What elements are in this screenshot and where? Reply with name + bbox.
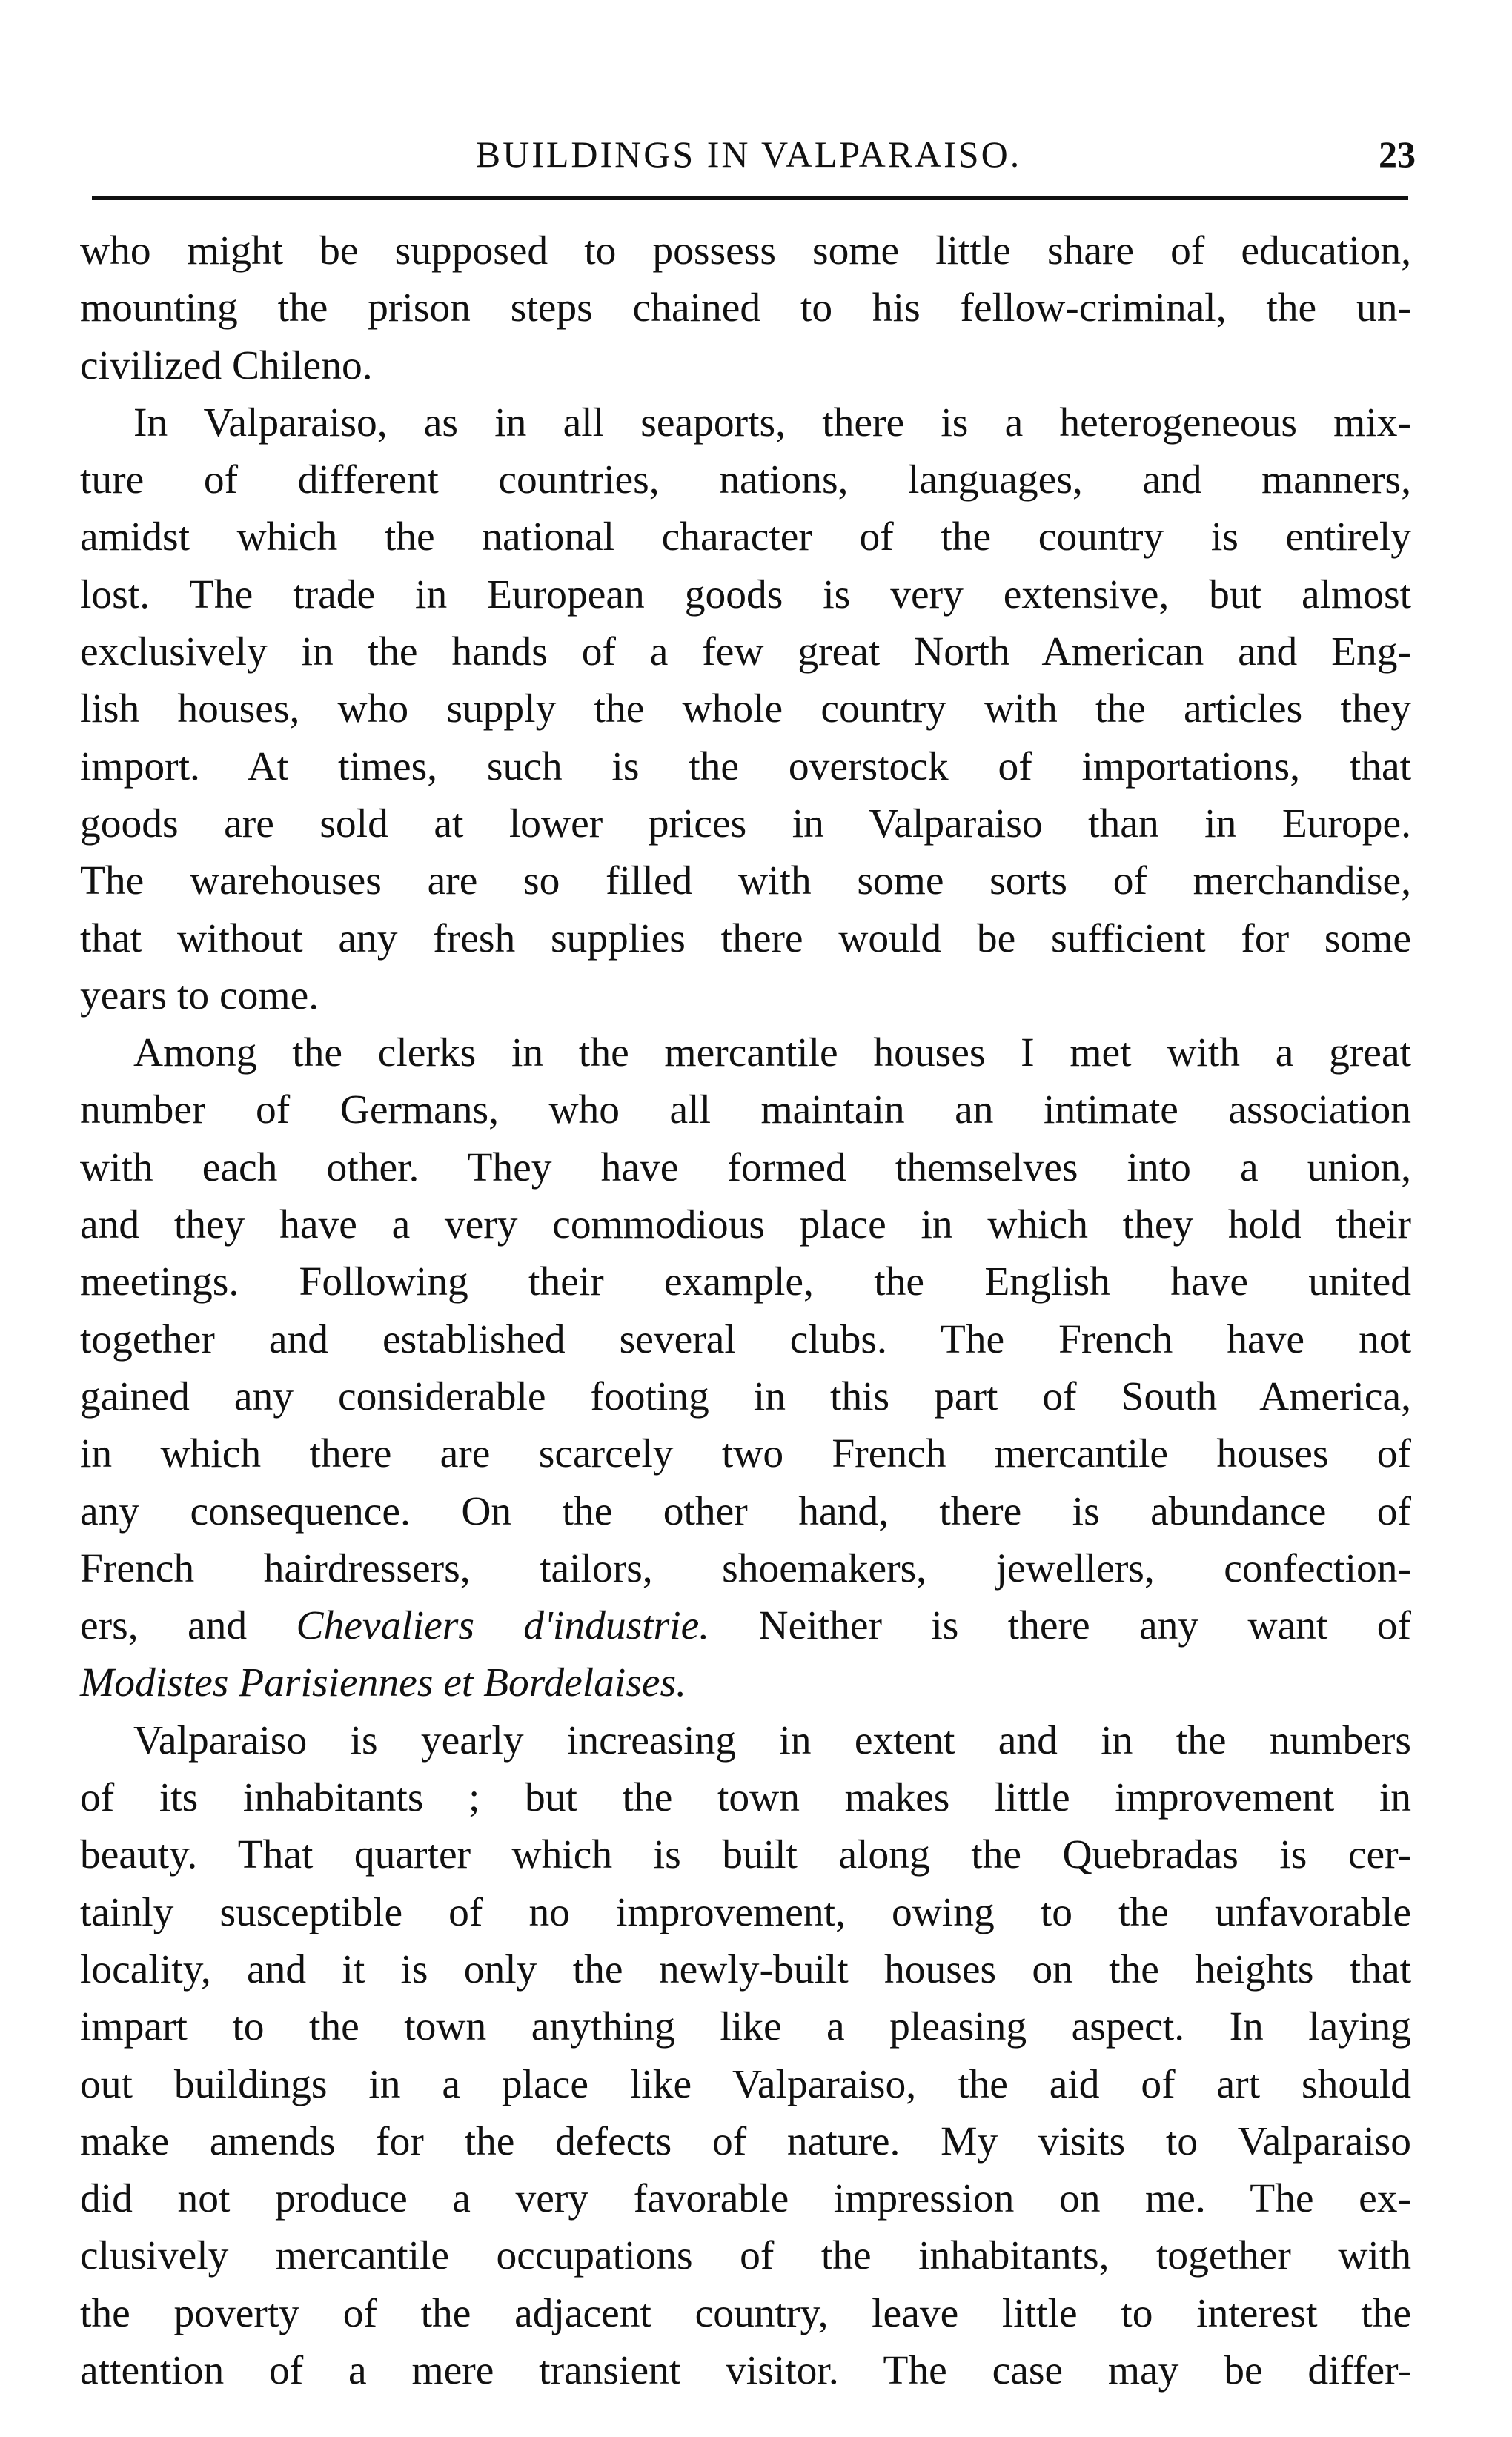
text-segment: Neither is there any want of (758, 1603, 1412, 1649)
text-line: the poverty of the adjacent country, leave little to interest the (80, 2290, 1411, 2336)
text-line: attention of a mere transient visitor. The case may be differ- (80, 2347, 1411, 2393)
text-line: together and established several clubs. The French have not (80, 1316, 1411, 1362)
text-segment: ers, and (80, 1603, 248, 1649)
text-line: with each other. They have formed themselves into a union, (80, 1144, 1411, 1190)
text-line: meetings. Following their example, the English have united (80, 1259, 1411, 1305)
page-number: 23 (1379, 133, 1416, 175)
running-head (82, 130, 1416, 182)
text-line: gained any considerable footing in this part of South America, (80, 1373, 1411, 1419)
text-line: goods are sold at lower prices in Valparaiso than in Europe. (80, 800, 1411, 846)
text-line: The warehouses are so filled with some sorts of merchandise, (80, 858, 1411, 904)
text-line: of its inhabitants ; but the town makes little improvement in (80, 1775, 1411, 1821)
text-line: make amends for the defects of nature. My visits to Valparaiso (80, 2118, 1411, 2164)
text-line: beauty. That quarter which is built along the Quebradas is cer- (80, 1832, 1411, 1878)
text-line: who might be supposed to possess some little share of education, (80, 228, 1411, 273)
text-line: any consequence. On the other hand, there is abundance of (80, 1488, 1411, 1534)
text-line: French hairdressers, tailors, shoemakers, jewellers, confection- (80, 1545, 1411, 1591)
header-rule (92, 196, 1408, 200)
text-line: did not produce a very favorable impression on me. The ex- (80, 2176, 1411, 2222)
running-title: BUILDINGS IN VALPARAISO. (475, 133, 1022, 175)
text-line: locality, and it is only the newly-built houses on the heights that (80, 1946, 1411, 1992)
text-line: years to come. (80, 972, 319, 1018)
text-line: tainly susceptible of no improvement, owing to the unfavorable (80, 1889, 1411, 1935)
text-line: mounting the prison steps chained to his fellow-criminal, the un- (80, 285, 1411, 331)
text-line: impart to the town anything like a pleasing aspect. In laying (80, 2004, 1411, 2050)
text-line: Valparaiso is yearly increasing in extent and in the numbers (133, 1717, 1411, 1763)
text-line: In Valparaiso, as in all seaports, there is a heterogeneous mix- (133, 399, 1411, 445)
italic-phrase: Chevaliers d'industrie. (296, 1603, 710, 1649)
italic-phrase: Modistes Parisiennes et Bordelaises. (80, 1660, 687, 1706)
text-line: import. At times, such is the overstock of importations, that (80, 743, 1411, 789)
text-line: that without any fresh supplies there would be sufficient for some (80, 915, 1411, 961)
text-line: exclusively in the hands of a few great North American and Eng- (80, 629, 1411, 675)
text-line: civilized Chileno. (80, 342, 373, 388)
text-line: amidst which the national character of the country is entirely (80, 514, 1411, 560)
text-line: number of Germans, who all maintain an intimate association (80, 1087, 1411, 1133)
text-line: Among the clerks in the mercantile houses I met with a great (133, 1030, 1411, 1076)
text-line: out buildings in a place like Valparaiso, the aid of art should (80, 2061, 1411, 2107)
text-line: ture of different countries, nations, languages, and manners, (80, 457, 1411, 503)
text-line: lish houses, who supply the whole country with the articles they (80, 686, 1411, 732)
text-line: clusively mercantile occupations of the inhabitants, together with (80, 2233, 1411, 2279)
text-line: lost. The trade in European goods is very extensive, but almost (80, 571, 1411, 617)
text-line: in which there are scarcely two French mercantile houses of (80, 1431, 1411, 1477)
body-text (80, 222, 1411, 2399)
text-line-mixed (80, 1597, 1411, 1654)
text-line: and they have a very commodious place in which they hold their (80, 1202, 1411, 1248)
